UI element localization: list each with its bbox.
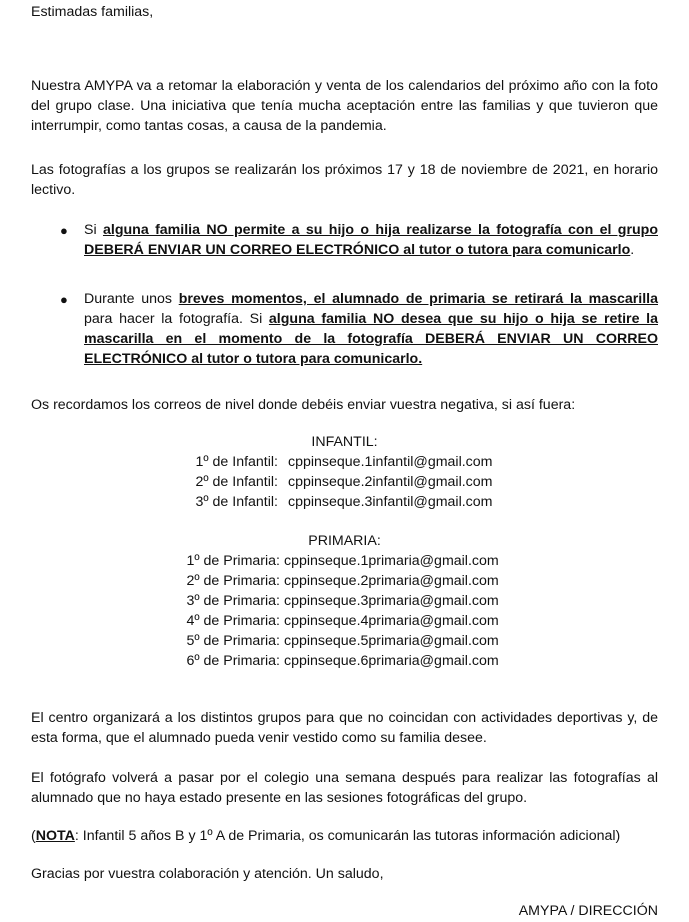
level-email[interactable]: cppinseque.5primaria@gmail.com (284, 633, 499, 649)
level-label: 3º de Primaria: (186, 593, 280, 609)
organization-paragraph: El centro organizará a los distintos grupos para que no coincidan con actividades deportivas y, de esta forma, que el alumnado pueda venir vestido como su familia desee. (31, 710, 658, 746)
note-open: ( (31, 828, 36, 844)
thanks-line: Gracias por vuestra colaboración y atención. Un saludo, (31, 866, 384, 882)
signature: AMYPA / DIRECCIÓN (518, 903, 658, 919)
primaria-row (0, 551, 689, 571)
bullet-dot-icon: ● (60, 223, 68, 238)
level-email[interactable]: cppinseque.3infantil@gmail.com (288, 494, 493, 510)
level-label: 1º de Infantil: (195, 454, 278, 470)
level-email[interactable]: cppinseque.2primaria@gmail.com (284, 573, 499, 589)
dates-paragraph: Las fotografías a los grupos se realizarán los próximos 17 y 18 de noviembre de 2021, en horario lectivo. (31, 162, 658, 198)
infantil-heading: INFANTIL: (311, 434, 378, 450)
level-email[interactable]: cppinseque.4primaria@gmail.com (284, 613, 499, 629)
intro-paragraph: Nuestra AMYPA va a retomar la elaboración y venta de los calendarios del próximo año con la foto del grupo clase. Una iniciativa que tenía mucha aceptación entre las familias y que tuvieron que interrumpir, como tantas cosas, a causa de la pandemia. (31, 78, 658, 134)
level-email[interactable]: cppinseque.2infantil@gmail.com (288, 474, 493, 490)
bullet-permission (84, 220, 658, 260)
bullet-permission-suffix: . (630, 242, 635, 258)
bullet-permission-bold: alguna familia NO permite a su hijo o hija realizarse la fotografía con el grupo DEBERÁ ENVIAR UN CORREO ELECTRÓNICO al tutor o tutora para comunicarlo (84, 222, 658, 258)
bullet-mask-middle: para hacer la fotografía. Si (84, 311, 269, 327)
level-email[interactable]: cppinseque.3primaria@gmail.com (284, 593, 499, 609)
level-label: 2º de Infantil: (195, 474, 278, 490)
emails-intro: Os recordamos los correos de nivel donde debéis enviar vuestra negativa, si así fuera: (31, 397, 576, 413)
infantil-row (0, 452, 689, 472)
note-paragraph (31, 826, 658, 846)
infantil-row (0, 492, 689, 512)
level-email[interactable]: cppinseque.6primaria@gmail.com (284, 653, 499, 669)
level-label: 2º de Primaria: (186, 573, 280, 589)
bullet-mask-bold-1: breves momentos, el alumnado de primaria se retirará la mascarilla (178, 291, 658, 307)
level-label: 6º de Primaria: (186, 653, 280, 669)
greeting: Estimadas familias, (31, 4, 154, 20)
level-label: 3º de Infantil: (195, 494, 278, 510)
primaria-row (0, 631, 689, 651)
bullet-dot-icon: ● (60, 292, 68, 307)
level-label: 5º de Primaria: (186, 633, 280, 649)
bullet-mask-bold-2: alguna familia NO desea que su hijo o hija se retire la mascarilla en el momento de la fotografía DEBERÁ ENVIAR UN CORREO ELECTRÓNICO al tutor o tutora para comunicarlo. (84, 311, 658, 367)
primaria-row (0, 591, 689, 611)
level-email[interactable]: cppinseque.1primaria@gmail.com (284, 553, 499, 569)
infantil-row (0, 472, 689, 492)
photographer-paragraph: El fotógrafo volverá a pasar por el colegio una semana después para realizar las fotografías al alumnado que no haya estado presente en las sesiones fotográficas del grupo. (31, 770, 658, 806)
primaria-row (0, 611, 689, 631)
note-text: : Infantil 5 años B y 1º A de Primaria, os comunicarán las tutoras información adicional) (74, 828, 621, 844)
primaria-row (0, 651, 689, 671)
primaria-row (0, 571, 689, 591)
bullet-permission-prefix: Si (84, 222, 103, 238)
primaria-heading: PRIMARIA: (308, 533, 381, 549)
level-label: 1º de Primaria: (186, 553, 280, 569)
note-label: NOTA (35, 828, 75, 844)
bullet-mask-prefix: Durante unos (84, 291, 179, 307)
level-label: 4º de Primaria: (186, 613, 280, 629)
bullet-mask (84, 289, 658, 369)
level-email[interactable]: cppinseque.1infantil@gmail.com (288, 454, 493, 470)
